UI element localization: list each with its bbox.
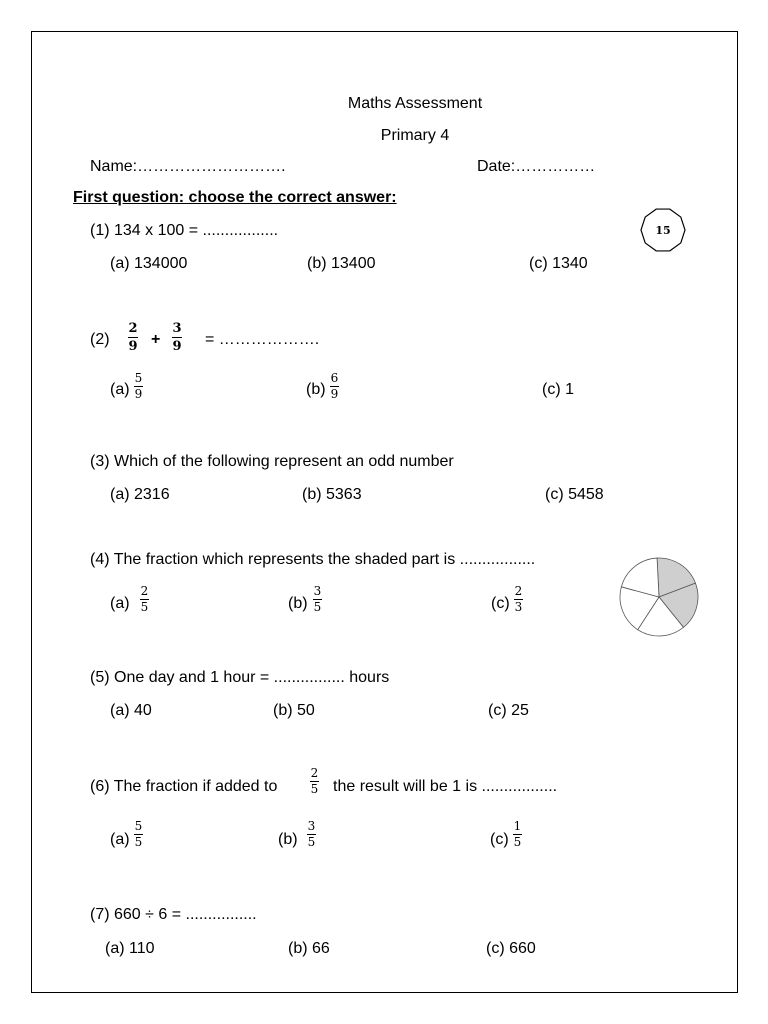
q6-question-denominator: 5 xyxy=(310,782,319,796)
q2-plus: + xyxy=(151,331,161,348)
q2-option-b-label[interactable]: (b) xyxy=(306,381,326,398)
q4-question: (4) The fraction which represents the shaded part is ................. xyxy=(90,551,536,568)
q2-option-a-denominator: 9 xyxy=(134,387,143,401)
q6-option-b-numerator: 3 xyxy=(307,819,316,833)
q5-option-b[interactable]: (b) 50 xyxy=(273,702,315,719)
q2-option-b-fraction xyxy=(330,372,339,401)
q6-option-b-denominator: 5 xyxy=(307,835,316,849)
q6-question-fraction xyxy=(310,767,319,796)
q4-pie-diagram xyxy=(618,556,700,638)
q7-question: (7) 660 ÷ 6 = ................ xyxy=(90,906,257,923)
q6-option-a-label[interactable]: (a) xyxy=(110,831,130,848)
q7-option-b[interactable]: (b) 66 xyxy=(288,940,330,957)
q3-option-a[interactable]: (a) 2316 xyxy=(110,486,170,503)
q6-option-b-label[interactable]: (b) xyxy=(278,831,298,848)
q5-option-a[interactable]: (a) 40 xyxy=(110,702,152,719)
q3-question: (3) Which of the following represent an odd number xyxy=(90,453,454,470)
q6-option-c-label[interactable]: (c) xyxy=(490,831,509,848)
date-field: Date:…………… xyxy=(477,158,596,175)
q4-option-a-label[interactable]: (a) xyxy=(110,595,130,612)
q2-option-a-fraction xyxy=(134,372,143,401)
q4-option-b-numerator: 3 xyxy=(313,584,322,598)
q2-number: (2) xyxy=(90,331,110,348)
q6-question-start: (6) The fraction if added to xyxy=(90,778,278,795)
q4-option-c-numerator: 2 xyxy=(514,584,523,598)
q2-option-b-numerator: 6 xyxy=(330,371,339,385)
q2-answer-line: = ………………. xyxy=(205,331,320,348)
q2-fraction-2-denominator: 9 xyxy=(172,339,182,354)
score-badge-value: 15 xyxy=(655,224,671,237)
q7-option-c[interactable]: (c) 660 xyxy=(486,940,536,957)
q6-option-a-numerator: 5 xyxy=(134,819,143,833)
q6-option-a-denominator: 5 xyxy=(134,835,143,849)
q3-option-c[interactable]: (c) 5458 xyxy=(545,486,604,503)
q2-option-c[interactable]: (c) 1 xyxy=(542,381,574,398)
q3-option-b[interactable]: (b) 5363 xyxy=(302,486,362,503)
q2-fraction-2 xyxy=(172,321,182,354)
q4-option-b-denominator: 5 xyxy=(313,600,322,614)
q4-option-a-fraction xyxy=(140,585,149,614)
q1-option-b[interactable]: (b) 13400 xyxy=(307,255,376,272)
q6-option-c-fraction xyxy=(513,820,522,849)
page-subtitle: Primary 4 xyxy=(380,127,450,144)
q2-fraction-1 xyxy=(128,321,138,354)
q2-option-a-numerator: 5 xyxy=(134,371,143,385)
q2-option-a-label[interactable]: (a) xyxy=(110,381,130,398)
q2-fraction-1-numerator: 2 xyxy=(128,321,138,336)
q2-fraction-2-numerator: 3 xyxy=(172,321,182,336)
q4-option-a-numerator: 2 xyxy=(140,584,149,598)
q1-option-c[interactable]: (c) 1340 xyxy=(529,255,588,272)
q6-option-a-fraction xyxy=(134,820,143,849)
q5-option-c[interactable]: (c) 25 xyxy=(488,702,529,719)
score-badge xyxy=(638,205,688,255)
q7-option-a[interactable]: (a) 110 xyxy=(105,940,155,957)
q1-option-a[interactable]: (a) 134000 xyxy=(110,255,188,272)
q6-question-end: the result will be 1 is ................. xyxy=(333,778,558,795)
q4-option-c-label[interactable]: (c) xyxy=(491,595,510,612)
q5-question: (5) One day and 1 hour = ................ hours xyxy=(90,669,390,686)
q6-option-c-denominator: 5 xyxy=(513,835,522,849)
q1-question: (1) 134 x 100 = ................. xyxy=(90,222,279,239)
q2-fraction-1-denominator: 9 xyxy=(128,339,138,354)
q4-option-b-label[interactable]: (b) xyxy=(288,595,308,612)
q4-option-b-fraction xyxy=(313,585,322,614)
q6-option-b-fraction xyxy=(307,820,316,849)
q2-option-b-denominator: 9 xyxy=(330,387,339,401)
section-heading: First question: choose the correct answer: xyxy=(73,189,397,206)
name-field: Name:………………………. xyxy=(90,158,286,175)
q4-option-c-fraction xyxy=(514,585,523,614)
page-title: Maths Assessment xyxy=(347,95,483,112)
q6-question-numerator: 2 xyxy=(310,766,319,780)
q4-option-c-denominator: 3 xyxy=(514,600,523,614)
q6-option-c-numerator: 1 xyxy=(513,819,522,833)
q4-option-a-denominator: 5 xyxy=(140,600,149,614)
